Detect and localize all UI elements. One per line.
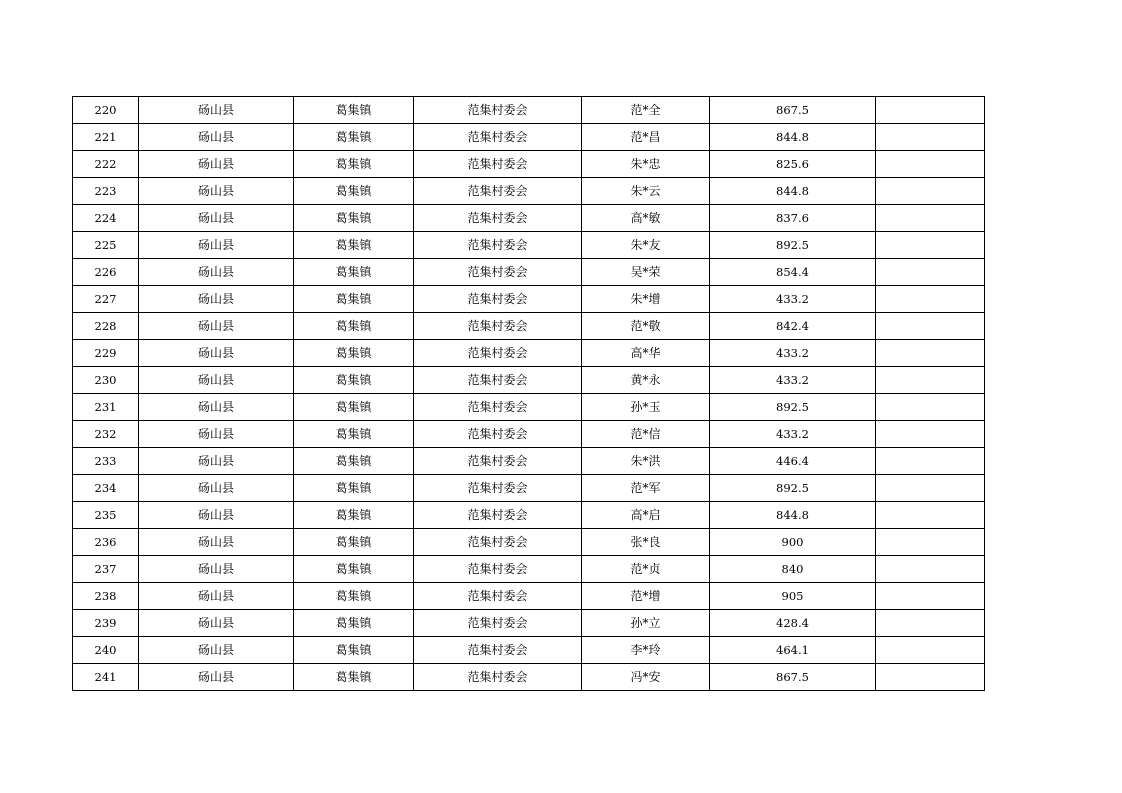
person-name-cell: 范*军: [582, 475, 710, 502]
town-cell: 葛集镇: [294, 97, 414, 124]
county-cell: 砀山县: [139, 340, 294, 367]
person-name-cell: 朱*洪: [582, 448, 710, 475]
note-cell: [876, 394, 985, 421]
county-cell: 砀山县: [139, 448, 294, 475]
village-committee-cell: 范集村委会: [414, 529, 582, 556]
town-cell: 葛集镇: [294, 340, 414, 367]
town-cell: 葛集镇: [294, 421, 414, 448]
note-cell: [876, 286, 985, 313]
amount-cell: 433.2: [710, 367, 876, 394]
amount-cell: 428.4: [710, 610, 876, 637]
table-row: [73, 259, 985, 286]
village-committee-cell: 范集村委会: [414, 556, 582, 583]
person-name-cell: 高*敏: [582, 205, 710, 232]
row-number-cell: 229: [73, 340, 139, 367]
village-committee-cell: 范集村委会: [414, 124, 582, 151]
note-cell: [876, 367, 985, 394]
town-cell: 葛集镇: [294, 637, 414, 664]
county-cell: 砀山县: [139, 124, 294, 151]
table-row: [73, 637, 985, 664]
person-name-cell: 孙*立: [582, 610, 710, 637]
person-name-cell: 范*增: [582, 583, 710, 610]
village-committee-cell: 范集村委会: [414, 421, 582, 448]
table-body: [73, 97, 985, 691]
amount-cell: 900: [710, 529, 876, 556]
amount-cell: 464.1: [710, 637, 876, 664]
row-number-cell: 236: [73, 529, 139, 556]
village-committee-cell: 范集村委会: [414, 367, 582, 394]
amount-cell: 892.5: [710, 394, 876, 421]
amount-cell: 842.4: [710, 313, 876, 340]
town-cell: 葛集镇: [294, 475, 414, 502]
town-cell: 葛集镇: [294, 664, 414, 691]
table-row: [73, 367, 985, 394]
town-cell: 葛集镇: [294, 232, 414, 259]
note-cell: [876, 448, 985, 475]
county-cell: 砀山县: [139, 610, 294, 637]
note-cell: [876, 340, 985, 367]
person-name-cell: 高*启: [582, 502, 710, 529]
village-committee-cell: 范集村委会: [414, 340, 582, 367]
county-cell: 砀山县: [139, 664, 294, 691]
village-committee-cell: 范集村委会: [414, 205, 582, 232]
table-row: [73, 124, 985, 151]
amount-cell: 854.4: [710, 259, 876, 286]
town-cell: 葛集镇: [294, 529, 414, 556]
row-number-cell: 223: [73, 178, 139, 205]
note-cell: [876, 664, 985, 691]
table-row: [73, 421, 985, 448]
note-cell: [876, 232, 985, 259]
village-committee-cell: 范集村委会: [414, 475, 582, 502]
town-cell: 葛集镇: [294, 205, 414, 232]
person-name-cell: 冯*安: [582, 664, 710, 691]
county-cell: 砀山县: [139, 556, 294, 583]
county-cell: 砀山县: [139, 286, 294, 313]
row-number-cell: 226: [73, 259, 139, 286]
village-committee-cell: 范集村委会: [414, 583, 582, 610]
table-row: [73, 313, 985, 340]
row-number-cell: 225: [73, 232, 139, 259]
county-cell: 砀山县: [139, 421, 294, 448]
person-name-cell: 范*敬: [582, 313, 710, 340]
table-row: [73, 529, 985, 556]
town-cell: 葛集镇: [294, 610, 414, 637]
row-number-cell: 224: [73, 205, 139, 232]
village-committee-cell: 范集村委会: [414, 664, 582, 691]
county-cell: 砀山县: [139, 475, 294, 502]
village-committee-cell: 范集村委会: [414, 502, 582, 529]
town-cell: 葛集镇: [294, 151, 414, 178]
person-name-cell: 黄*永: [582, 367, 710, 394]
county-cell: 砀山县: [139, 151, 294, 178]
person-name-cell: 范*贞: [582, 556, 710, 583]
row-number-cell: 222: [73, 151, 139, 178]
amount-cell: 433.2: [710, 340, 876, 367]
person-name-cell: 范*昌: [582, 124, 710, 151]
village-committee-cell: 范集村委会: [414, 286, 582, 313]
note-cell: [876, 151, 985, 178]
person-name-cell: 朱*友: [582, 232, 710, 259]
amount-cell: 837.6: [710, 205, 876, 232]
table-row: [73, 556, 985, 583]
county-cell: 砀山县: [139, 367, 294, 394]
row-number-cell: 231: [73, 394, 139, 421]
note-cell: [876, 637, 985, 664]
table-row: [73, 475, 985, 502]
row-number-cell: 233: [73, 448, 139, 475]
note-cell: [876, 556, 985, 583]
county-cell: 砀山县: [139, 529, 294, 556]
row-number-cell: 240: [73, 637, 139, 664]
person-name-cell: 范*信: [582, 421, 710, 448]
amount-cell: 844.8: [710, 124, 876, 151]
person-name-cell: 朱*云: [582, 178, 710, 205]
town-cell: 葛集镇: [294, 556, 414, 583]
village-committee-cell: 范集村委会: [414, 448, 582, 475]
town-cell: 葛集镇: [294, 394, 414, 421]
amount-cell: 825.6: [710, 151, 876, 178]
table-row: [73, 340, 985, 367]
county-cell: 砀山县: [139, 97, 294, 124]
village-committee-cell: 范集村委会: [414, 178, 582, 205]
row-number-cell: 221: [73, 124, 139, 151]
town-cell: 葛集镇: [294, 313, 414, 340]
person-name-cell: 李*玲: [582, 637, 710, 664]
table-row: [73, 502, 985, 529]
amount-cell: 446.4: [710, 448, 876, 475]
town-cell: 葛集镇: [294, 448, 414, 475]
village-committee-cell: 范集村委会: [414, 637, 582, 664]
note-cell: [876, 205, 985, 232]
town-cell: 葛集镇: [294, 502, 414, 529]
town-cell: 葛集镇: [294, 367, 414, 394]
person-name-cell: 孙*玉: [582, 394, 710, 421]
village-committee-cell: 范集村委会: [414, 97, 582, 124]
amount-cell: 433.2: [710, 286, 876, 313]
town-cell: 葛集镇: [294, 178, 414, 205]
note-cell: [876, 502, 985, 529]
table-row: [73, 286, 985, 313]
row-number-cell: 220: [73, 97, 139, 124]
town-cell: 葛集镇: [294, 259, 414, 286]
county-cell: 砀山县: [139, 313, 294, 340]
amount-cell: 433.2: [710, 421, 876, 448]
village-committee-cell: 范集村委会: [414, 232, 582, 259]
amount-cell: 892.5: [710, 232, 876, 259]
amount-cell: 844.8: [710, 502, 876, 529]
amount-cell: 840: [710, 556, 876, 583]
village-committee-cell: 范集村委会: [414, 610, 582, 637]
table-row: [73, 97, 985, 124]
county-cell: 砀山县: [139, 232, 294, 259]
table-row: [73, 151, 985, 178]
town-cell: 葛集镇: [294, 583, 414, 610]
person-name-cell: 范*全: [582, 97, 710, 124]
table-row: [73, 448, 985, 475]
row-number-cell: 232: [73, 421, 139, 448]
table-row: [73, 583, 985, 610]
note-cell: [876, 529, 985, 556]
row-number-cell: 227: [73, 286, 139, 313]
county-cell: 砀山县: [139, 637, 294, 664]
person-name-cell: 高*华: [582, 340, 710, 367]
person-name-cell: 朱*忠: [582, 151, 710, 178]
note-cell: [876, 178, 985, 205]
row-number-cell: 239: [73, 610, 139, 637]
amount-cell: 844.8: [710, 178, 876, 205]
row-number-cell: 228: [73, 313, 139, 340]
data-table: [72, 96, 985, 691]
town-cell: 葛集镇: [294, 286, 414, 313]
note-cell: [876, 475, 985, 502]
note-cell: [876, 313, 985, 340]
county-cell: 砀山县: [139, 178, 294, 205]
note-cell: [876, 259, 985, 286]
village-committee-cell: 范集村委会: [414, 259, 582, 286]
note-cell: [876, 610, 985, 637]
table-row: [73, 232, 985, 259]
row-number-cell: 237: [73, 556, 139, 583]
village-committee-cell: 范集村委会: [414, 313, 582, 340]
county-cell: 砀山县: [139, 502, 294, 529]
county-cell: 砀山县: [139, 583, 294, 610]
person-name-cell: 张*良: [582, 529, 710, 556]
row-number-cell: 234: [73, 475, 139, 502]
person-name-cell: 吴*荣: [582, 259, 710, 286]
note-cell: [876, 583, 985, 610]
row-number-cell: 238: [73, 583, 139, 610]
row-number-cell: 235: [73, 502, 139, 529]
person-name-cell: 朱*增: [582, 286, 710, 313]
table-row: [73, 178, 985, 205]
county-cell: 砀山县: [139, 394, 294, 421]
note-cell: [876, 421, 985, 448]
note-cell: [876, 97, 985, 124]
table-row: [73, 205, 985, 232]
county-cell: 砀山县: [139, 205, 294, 232]
town-cell: 葛集镇: [294, 124, 414, 151]
row-number-cell: 230: [73, 367, 139, 394]
table-row: [73, 664, 985, 691]
amount-cell: 892.5: [710, 475, 876, 502]
amount-cell: 867.5: [710, 97, 876, 124]
row-number-cell: 241: [73, 664, 139, 691]
village-committee-cell: 范集村委会: [414, 151, 582, 178]
amount-cell: 905: [710, 583, 876, 610]
table-row: [73, 394, 985, 421]
county-cell: 砀山县: [139, 259, 294, 286]
table-row: [73, 610, 985, 637]
village-committee-cell: 范集村委会: [414, 394, 582, 421]
note-cell: [876, 124, 985, 151]
amount-cell: 867.5: [710, 664, 876, 691]
